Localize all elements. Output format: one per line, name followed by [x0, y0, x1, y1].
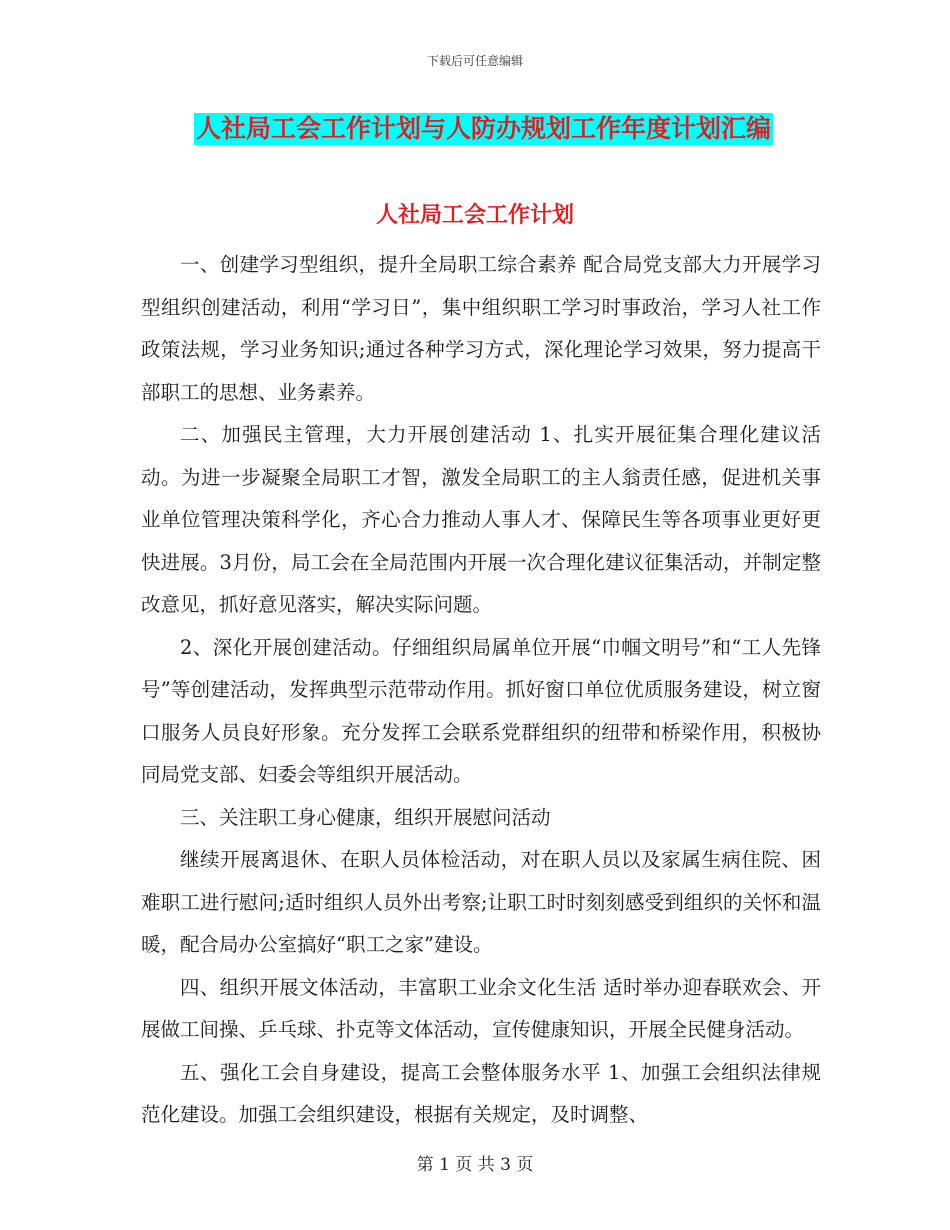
paragraph: 2、深化开展创建活动。仔细组织局属单位开展“巾帼文明号”和“工人先锋号”等创建活动，发挥典型示范带动作用。抓好窗口单位优质服务建设，树立窗口服务人员良好形象。充分发挥工会联系党群组织的纽带和桥梁作用，积极协同局党支部、妇委会等组织开展活动。	[141, 635, 821, 786]
paragraph: 一、创建学习型组织，提升全局职工综合素养 配合局党支部大力开展学习型组织创建活动，利用“学习日”，集中组织职工学习时事政治，学习人社工作政策法规，学习业务知识;通过各种学习方式，深化理论学习效果，努力提高干部职工的思想、业务素养。	[141, 253, 821, 404]
paragraph: 二、加强民主管理，大力开展创建活动 1、扎实开展征集合理化建议活动。为进一步凝聚全局职工才智，激发全局职工的主人翁责任感，促进机关事业单位管理决策科学化，齐心合力推动人事人才、保障民生等各项事业更好更快进展。3月份，局工会在全局范围内开展一次合理化建议征集活动，并制定整改意见，抓好意见落实，解决实际问题。	[141, 423, 821, 616]
paragraph: 四、组织开展文体活动，丰富职工业余文化生活 适时举办迎春联欢会、开展做工间操、乒乓球、扑克等文体活动，宣传健康知识，开展全民健身活动。	[141, 975, 821, 1041]
section-title: 人社局工会工作计划	[375, 203, 574, 228]
paragraph: 五、强化工会自身建设，提高工会整体服务水平 1、加强工会组织法律规范化建设。加强工会组织建设，根据有关规定，及时调整、	[141, 1060, 821, 1126]
document-body	[141, 244, 821, 1137]
header-note: 下载后可任意编辑	[426, 54, 523, 68]
paragraph: 三、关注职工身心健康，组织开展慰问活动	[180, 805, 551, 829]
page-footer: 第 1 页 共 3 页	[416, 1155, 534, 1175]
document-title: 人社局工会工作计划与人防办规划工作年度计划汇编	[196, 114, 772, 143]
paragraph: 继续开展离退休、在职人员体检活动，对在职人员以及家属生病住院、困难职工进行慰问;适时组织人员外出考察;让职工时时刻刻感受到组织的关怀和温暖，配合局办公室搞好“职工之家”建设。	[141, 848, 821, 956]
